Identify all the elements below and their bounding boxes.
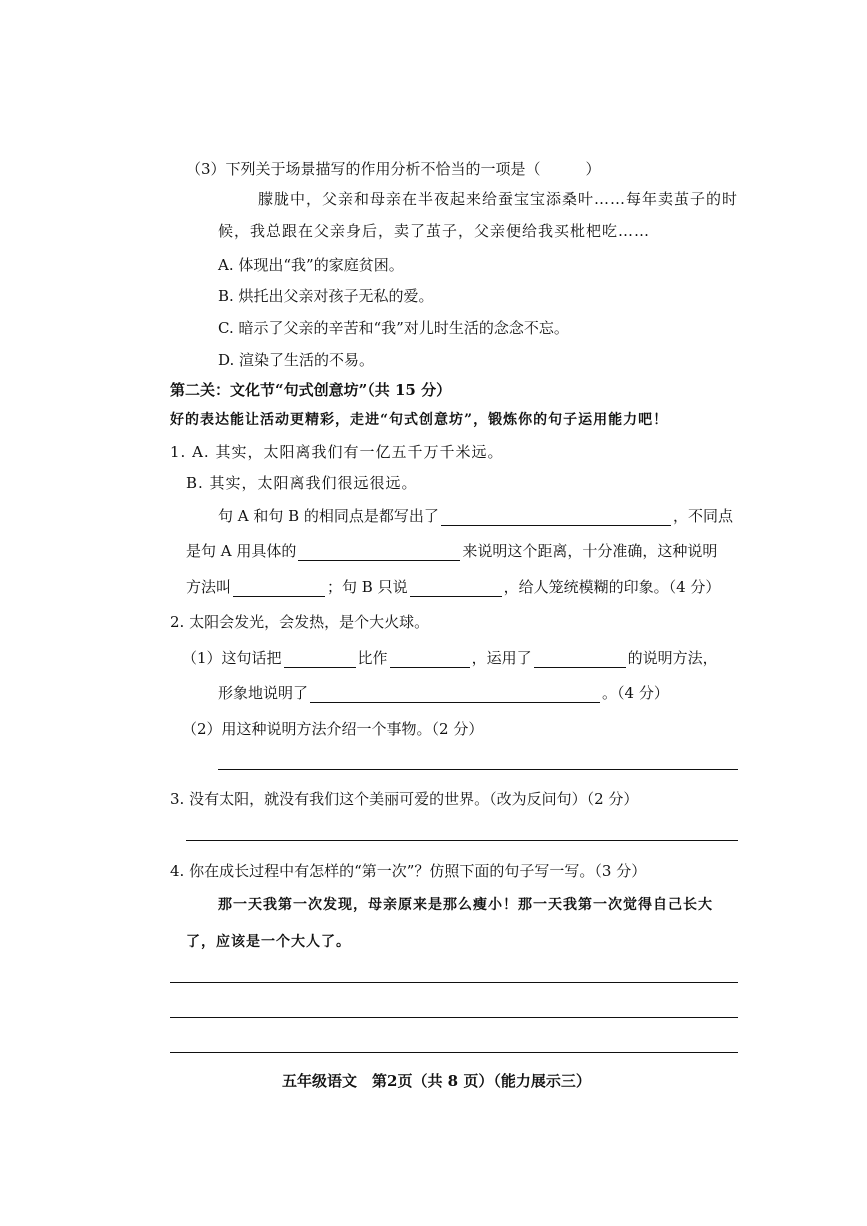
item1-line2-post: 来说明这个距离，十分准确，这种说明 (462, 542, 718, 560)
q3-passage-line2: 候，我总跟在父亲身后，卖了茧子，父亲便给我买枇杷吃…… (218, 222, 651, 240)
item1-line3-b: ；句 B 只说 (327, 578, 408, 596)
q3-option-a: A. 体现出“我”的家庭贫困。 (218, 256, 404, 274)
q3-option-d: D. 渲染了生活的不易。 (218, 351, 375, 369)
section-title: 第二关：文化节“句式创意坊”（共 15 分） (170, 381, 452, 399)
item2-stem: 2. 太阳会发光，会发热，是个大火球。 (170, 613, 430, 631)
answer-line[interactable] (170, 1017, 738, 1018)
item2-sub1 (182, 648, 718, 668)
answer-blank[interactable] (390, 651, 470, 668)
answer-blank[interactable] (534, 651, 626, 668)
answer-line[interactable] (218, 769, 738, 770)
item2-sub1-a: （1）这句话把 (182, 649, 282, 667)
q3-option-b: B. 烘托出父亲对孩子无私的爱。 (218, 287, 434, 305)
item4-stem: 4. 你在成长过程中有怎样的“第一次”？仿照下面的句子写一写。（3 分） (170, 862, 647, 880)
item1-line3 (186, 577, 720, 597)
section-intro: 好的表达能让活动更精彩，走进“句式创意坊”，锻炼你的句子运用能力吧！ (170, 412, 669, 428)
item1-sentence-a: 1. A. 其实，太阳离我们有一亿五千万千米远。 (170, 443, 504, 461)
item2-sub1-f: 。（4 分） (602, 684, 669, 702)
answer-blank[interactable] (233, 580, 325, 597)
answer-line[interactable] (186, 840, 738, 841)
answer-blank[interactable] (298, 544, 460, 561)
item1-line3-a: 方法叫 (186, 578, 232, 596)
q3-passage-line1: 朦胧中，父亲和母亲在半夜起来给蚕宝宝添桑叶……每年卖茧子的时 (258, 190, 739, 208)
item2-sub1-b: 比作 (357, 649, 388, 667)
item4-example-line1: 那一天我第一次发现，母亲原来是那么瘦小！那一天我第一次觉得自己长大 (218, 897, 713, 913)
item2-sub2: （2）用这种说明方法介绍一个事物。（2 分） (182, 720, 484, 738)
answer-line[interactable] (170, 1052, 738, 1053)
q3-option-c: C. 暗示了父亲的辛苦和“我”对儿时生活的念念不忘。 (218, 319, 569, 337)
item3-stem: 3. 没有太阳，就没有我们这个美丽可爱的世界。（改为反问句）（2 分） (170, 790, 639, 808)
item4-example-line2: 了，应该是一个大人了。 (186, 934, 351, 950)
item1-line2-pre: 是句 A 用具体的 (186, 542, 297, 560)
item2-sub1-d: 的说明方法， (627, 649, 718, 667)
page-footer: 五年级语文 第2页（共 8 页）（能力展示三） (282, 1072, 591, 1090)
item1-sentence-b: B. 其实，太阳离我们很远很远。 (186, 474, 418, 492)
item1-line3-c: ，给人笼统模糊的印象。（4 分） (503, 578, 721, 596)
item2-sub1-e: 形象地说明了 (218, 684, 309, 702)
item1-line1-pre: 句 A 和句 B 的相同点是都写出了 (218, 507, 439, 525)
item2-sub1-c: ，运用了 (471, 649, 532, 667)
item1-line1-post: ，不同点 (672, 507, 733, 525)
answer-blank[interactable] (441, 509, 671, 526)
answer-line[interactable] (170, 982, 738, 983)
answer-blank[interactable] (410, 580, 502, 597)
answer-blank[interactable] (284, 651, 356, 668)
item1-line2 (186, 541, 717, 561)
q3-stem: （3）下列关于场景描写的作用分析不恰当的一项是（ ） (186, 160, 601, 178)
answer-blank[interactable] (310, 686, 600, 703)
item1-line1 (218, 506, 733, 526)
item2-sub1-line2 (218, 683, 669, 703)
